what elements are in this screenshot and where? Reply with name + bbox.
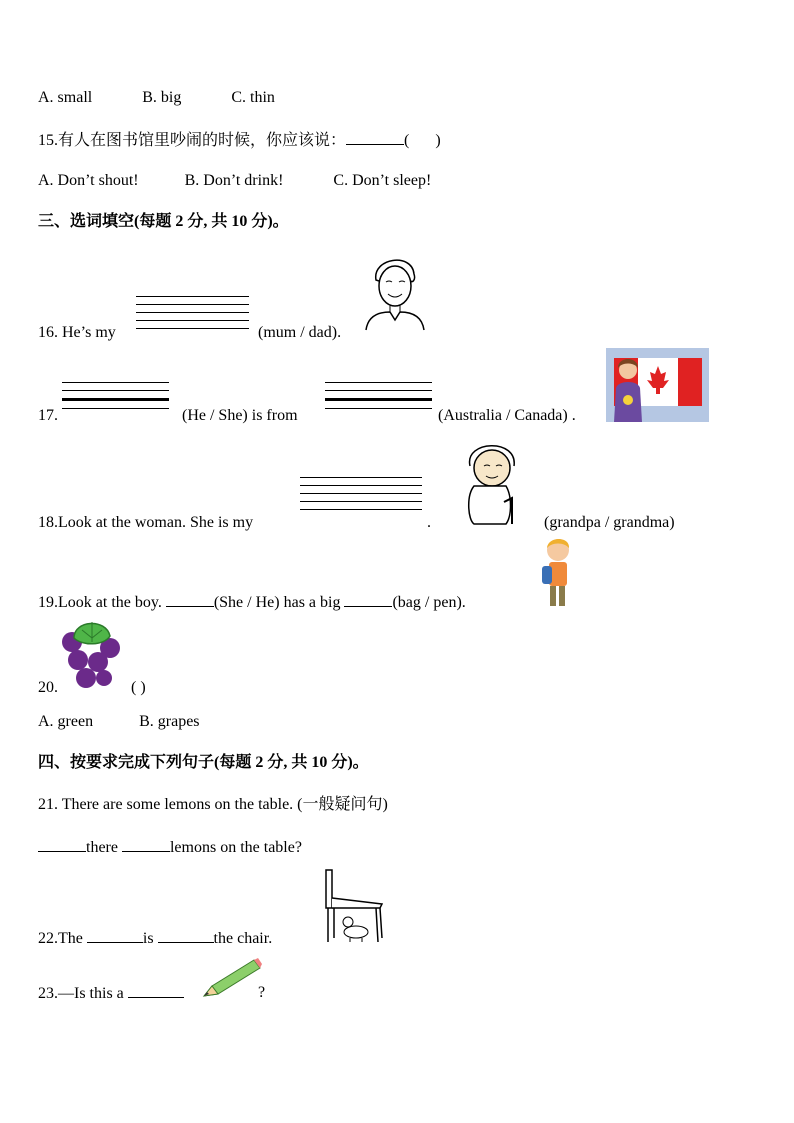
q18-hint: (grandpa / grandma): [544, 514, 675, 531]
q20-option-b: B. grapes: [139, 713, 200, 730]
q18-period: .: [427, 514, 431, 531]
section-4-title: 四、按要求完成下列句子(每题 2 分, 共 10 分)。: [38, 754, 369, 771]
q18-writing-lines[interactable]: [300, 477, 422, 517]
q20-answer-paren[interactable]: ( ): [131, 679, 146, 696]
q15-option-b: B. Don’t drink!: [184, 172, 284, 189]
q15-options: [38, 171, 431, 191]
q14-option-c: C. thin: [231, 89, 275, 106]
q16-hint: (mum / dad).: [258, 324, 342, 341]
q19-blank-2[interactable]: [344, 592, 392, 607]
pencil-picture: [200, 956, 262, 1000]
q15-paren-open: (: [404, 132, 410, 149]
q15-text: 15.有人在图书馆里吵闹的时候，你应该说：: [38, 132, 347, 149]
dad-picture: [362, 250, 430, 332]
q20-options: [38, 712, 200, 732]
q14-option-b: B. big: [142, 89, 182, 106]
grapes-picture: [58, 616, 126, 692]
q15-option-a: A. Don’t shout!: [38, 172, 139, 189]
q22-the: 22.The: [38, 930, 83, 947]
q23-question-mark: ?: [258, 984, 266, 1001]
q21-stem: 21. There are some lemons on the table. (一般疑问句): [38, 796, 388, 813]
q22-blank-2[interactable]: [158, 928, 214, 943]
q17-middle: (He / She) is from: [182, 407, 298, 424]
q15-paren-close: ): [435, 132, 441, 149]
q19-line: [38, 592, 466, 613]
q22-end: the chair.: [213, 930, 273, 947]
grandma-picture: [456, 436, 530, 526]
q22-blank-1[interactable]: [87, 928, 143, 943]
q19-hint: (bag / pen).: [392, 594, 466, 611]
q14-option-a: A. small: [38, 89, 93, 106]
q23-stem: 23.—Is this a: [38, 985, 124, 1002]
q19-blank-1[interactable]: [166, 592, 214, 607]
q21-blank-1[interactable]: [38, 837, 86, 852]
q15-stem: [38, 130, 441, 151]
q22-is: is: [142, 930, 154, 947]
q23-line: [38, 983, 184, 1004]
q17-hint: (Australia / Canada) .: [438, 407, 576, 424]
q21-rest: lemons on the table?: [169, 839, 302, 856]
q21-answer-line: [38, 837, 302, 858]
q16-line: [38, 323, 116, 343]
q15-option-c: C. Don’t sleep!: [333, 172, 432, 189]
q14-options: [38, 88, 275, 108]
boy-with-bag-picture: [540, 536, 574, 608]
q18-stem: 18.Look at the woman. She is my: [38, 514, 254, 531]
q19-middle: (She / He) has a big: [213, 594, 341, 611]
q21-blank-2[interactable]: [122, 837, 170, 852]
q21-word-there: there: [86, 839, 118, 856]
section-3-title: 三、选词填空(每题 2 分, 共 10 分)。: [38, 213, 289, 230]
q19-stem: 19.Look at the boy.: [38, 594, 162, 611]
q17-writing-lines-1[interactable]: [62, 382, 169, 416]
q15-blank[interactable]: [346, 130, 404, 145]
q23-blank[interactable]: [128, 983, 184, 998]
q22-line: [38, 928, 272, 949]
q16-writing-lines[interactable]: [136, 296, 249, 336]
canada-flag-boy-picture: [606, 348, 709, 422]
q20-option-a: A. green: [38, 713, 94, 730]
q17-writing-lines-2[interactable]: [325, 382, 432, 416]
q17-number: 17.: [38, 407, 58, 424]
chair-dog-picture: [322, 868, 384, 944]
q16-number: 16. He’s my: [38, 324, 116, 341]
q20-number: 20.: [38, 679, 58, 696]
